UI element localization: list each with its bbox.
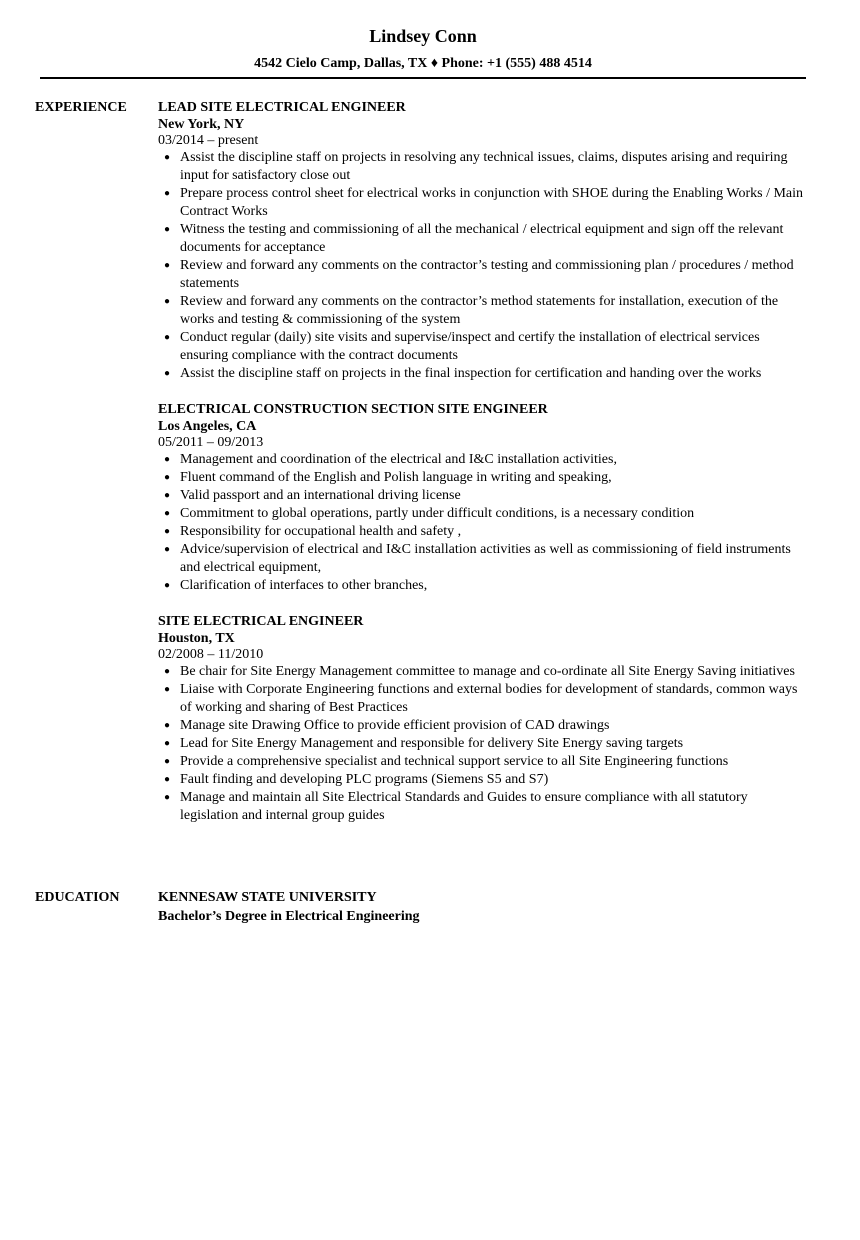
bullet-icon: ● [164,756,171,767]
bullet-text: Clarification of interfaces to other branches, [180,578,428,593]
header-divider [40,77,806,79]
job-entry [158,99,808,383]
bullet-icon: ● [164,368,171,379]
job-bullet-list [158,663,808,825]
bullet-text: Fault finding and developing PLC programs (Siemens S5 and S7) [180,772,549,787]
job-bullet-list [158,149,808,383]
bullet-text: Review and forward any comments on the contractor’s method statements for installation, execution of the works and testing & commissioning of the system [180,294,779,327]
contact-line: 4542 Cielo Camp, Dallas, TX ♦ Phone: +1 (555) 488 4514 [254,56,592,71]
job-bullet [164,577,808,595]
bullet-icon: ● [164,296,171,307]
job-dates: 05/2011 – 09/2013 [158,435,264,450]
job-bullet [164,771,808,789]
bullet-text: Witness the testing and commissioning of all the mechanical / electrical equipment and sign off the relevant documents for acceptance [180,222,784,255]
bullet-text: Conduct regular (daily) site visits and supervise/inspect and certify the installation of electrical services ensuring compliance with the contract documents [180,330,760,363]
job-bullet [164,365,808,383]
job-bullet [164,451,808,469]
job-bullet [164,753,808,771]
job-location: Houston, TX [158,631,235,646]
job-bullet [164,149,808,185]
bullet-icon: ● [164,774,171,785]
job-bullet [164,523,808,541]
job-bullet [164,735,808,753]
job-location: Los Angeles, CA [158,419,257,434]
bullet-text: Manage and maintain all Site Electrical Standards and Guides to ensure compliance with all statutory legislation and internal group guides [180,790,748,823]
job-bullet [164,505,808,523]
bullet-text: Valid passport and an international driving license [180,488,461,503]
job-bullet [164,469,808,487]
bullet-icon: ● [164,260,171,271]
job-location: New York, NY [158,117,245,132]
bullet-icon: ● [164,508,171,519]
bullet-icon: ● [164,490,171,501]
experience-heading: EXPERIENCE [35,100,127,115]
bullet-icon: ● [164,472,171,483]
job-bullet [164,185,808,221]
job-bullet [164,293,808,329]
bullet-icon: ● [164,580,171,591]
experience-list [158,99,808,843]
bullet-text: Management and coordination of the electrical and I&C installation activities, [180,452,617,467]
job-bullet [164,717,808,735]
bullet-icon: ● [164,332,171,343]
job-dates: 03/2014 – present [158,133,259,148]
job-bullet [164,221,808,257]
job-bullet [164,681,808,717]
degree-name: Bachelor’s Degree in Electrical Engineering [158,909,420,924]
job-title: LEAD SITE ELECTRICAL ENGINEER [158,100,406,115]
job-bullet [164,663,808,681]
school-name: KENNESAW STATE UNIVERSITY [158,890,377,905]
education-entry [158,889,808,926]
bullet-icon: ● [164,738,171,749]
job-entry [158,613,808,825]
bullet-text: Lead for Site Energy Management and responsible for delivery Site Energy saving targets [180,736,684,751]
resume-header [40,24,806,73]
job-bullet [164,789,808,825]
job-bullet-list [158,451,808,595]
bullet-text: Commitment to global operations, partly under difficult conditions, is a necessary condition [180,506,695,521]
bullet-text: Liaise with Corporate Engineering functions and external bodies for development of standards, common ways of working and sharing of Best Practices [180,682,798,715]
bullet-text: Assist the discipline staff on projects in resolving any technical issues, claims, disputes arising and requiring input for satisfactory close out [180,150,788,183]
education-heading: EDUCATION [35,890,120,905]
job-bullet [164,329,808,365]
candidate-name: Lindsey Conn [369,26,477,46]
bullet-icon: ● [164,224,171,235]
job-dates: 02/2008 – 11/2010 [158,647,264,662]
job-title: SITE ELECTRICAL ENGINEER [158,614,364,629]
bullet-text: Advice/supervision of electrical and I&C installation activities as well as commissioning of field instruments and electrical equipment, [180,542,791,575]
bullet-icon: ● [164,666,171,677]
bullet-text: Review and forward any comments on the contractor’s testing and commissioning plan / procedures / method statements [180,258,794,291]
bullet-icon: ● [164,526,171,537]
bullet-icon: ● [164,792,171,803]
bullet-icon: ● [164,544,171,555]
job-bullet [164,487,808,505]
bullet-icon: ● [164,188,171,199]
job-bullet [164,257,808,293]
bullet-text: Prepare process control sheet for electrical works in conjunction with SHOE during the Enabling Works / Main Contract Works [180,186,804,219]
bullet-text: Fluent command of the English and Polish language in writing and speaking, [180,470,612,485]
bullet-text: Provide a comprehensive specialist and technical support service to all Site Engineering functions [180,754,729,769]
bullet-icon: ● [164,152,171,163]
bullet-text: Be chair for Site Energy Management committee to manage and co-ordinate all Site Energy Saving initiatives [180,664,795,679]
bullet-icon: ● [164,684,171,695]
bullet-icon: ● [164,454,171,465]
job-entry [158,401,808,595]
bullet-text: Manage site Drawing Office to provide efficient provision of CAD drawings [180,718,610,733]
bullet-icon: ● [164,720,171,731]
job-bullet [164,541,808,577]
bullet-text: Assist the discipline staff on projects in the final inspection for certification and handing over the works [180,366,762,381]
bullet-text: Responsibility for occupational health and safety , [180,524,462,539]
job-title: ELECTRICAL CONSTRUCTION SECTION SITE ENGINEER [158,402,548,417]
